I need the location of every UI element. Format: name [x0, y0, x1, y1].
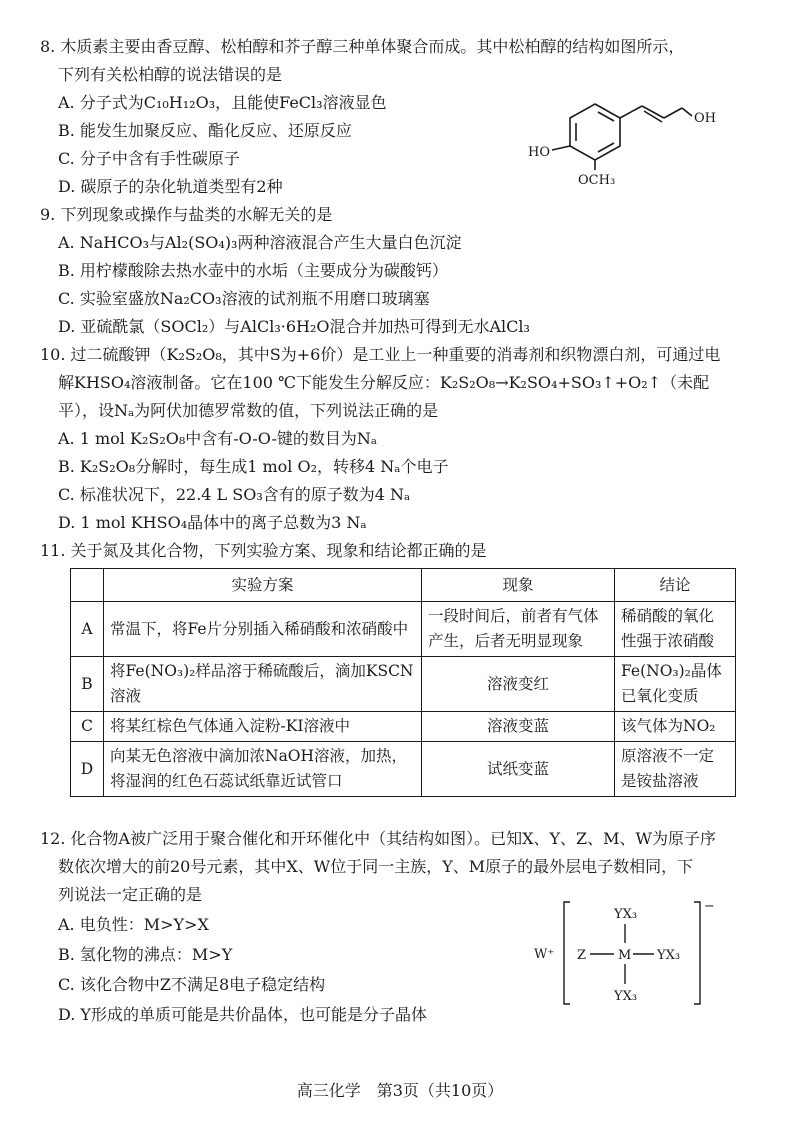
struct-z-label: Z	[577, 948, 587, 963]
q8-stem-line2: 下列有关松柏醇的说法错误的是	[58, 65, 283, 84]
struct-yx3-right-label: YX₃	[657, 948, 681, 963]
row-phenomenon: 一段时间后，前者有气体产生，后者无明显现象	[422, 602, 615, 657]
row-phenomenon: 试纸变蓝	[422, 742, 615, 797]
row-phenomenon: 溶液变蓝	[422, 712, 615, 742]
q10-stem-line3: 平），设Nₐ为阿伏加德罗常数的值，下列说法正确的是	[58, 401, 439, 420]
table-header-phenomenon: 现象	[422, 569, 615, 602]
side-chain-bond	[620, 106, 642, 118]
page-footer: 高三化学 第3页（共10页）	[296, 1081, 504, 1100]
table-row	[71, 657, 736, 712]
table-header-key	[71, 569, 104, 602]
q9-option-d: D. 亚硫酰氯（SOCl₂）与AlCl₃·6H₂O混合并加热可得到无水AlCl₃	[58, 317, 530, 336]
q12-stem-line3: 列说法一定正确的是	[58, 885, 203, 904]
row-conclusion: 稀硝酸的氧化性强于浓硝酸	[615, 602, 736, 657]
row-conclusion: 该气体为NO₂	[615, 712, 736, 742]
row-plan: 将Fe(NO₃)₂样品溶于稀硫酸后，滴加KSCN溶液	[104, 657, 422, 712]
q11-stem: 11. 关于氮及其化合物，下列实验方案、现象和结论都正确的是	[40, 541, 487, 560]
q8-option-a: A. 分子式为C₁₀H₁₂O₃，且能使FeCl₃溶液显色	[58, 93, 387, 112]
q12-option-c: C. 该化合物中Z不满足8电子稳定结构	[58, 975, 326, 994]
q9-option-b: B. 用柠檬酸除去热水壶中的水垢（主要成分为碳酸钙）	[58, 261, 448, 280]
left-bracket	[564, 902, 570, 1004]
row-conclusion: Fe(NO₃)₂晶体已氧化变质	[615, 657, 736, 712]
table-header-row	[71, 569, 736, 602]
q10-option-a: A. 1 mol K₂S₂O₈中含有-O-O-键的数目为Nₐ	[58, 429, 378, 448]
q9-option-a: A. NaHCO₃与Al₂(SO₄)₃两种溶液混合产生大量白色沉淀	[58, 233, 462, 252]
row-plan: 向某无色溶液中滴加浓NaOH溶液，加热，将湿润的红色石蕊试纸靠近试管口	[104, 742, 422, 797]
struct-och3-label: OCH₃	[578, 173, 616, 187]
table-row	[71, 712, 736, 742]
table-header-plan: 实验方案	[104, 569, 422, 602]
q8-option-d: D. 碳原子的杂化轨道类型有2种	[58, 177, 283, 196]
row-key: B	[71, 657, 104, 712]
table-row	[71, 742, 736, 797]
q12-option-d: D. Y形成的单质可能是共价晶体，也可能是分子晶体	[58, 1005, 427, 1024]
struct-charge-label: −	[704, 899, 715, 914]
coniferyl-alcohol-structure	[520, 92, 720, 187]
q9-stem: 9. 下列现象或操作与盐类的水解无关的是	[40, 205, 333, 224]
struct-oh-label: OH	[694, 111, 716, 126]
q10-option-b: B. K₂S₂O₈分解时，每生成1 mol O₂，转移4 Nₐ个电子	[58, 457, 449, 476]
compound-a-structure	[530, 896, 730, 1011]
struct-w-label: W⁺	[534, 947, 555, 962]
q10-stem-line2: 解KHSO₄溶液制备。它在100 ℃下能发生分解反应：K₂S₂O₈→K₂SO₄+SO₃↑+O₂↑（未配	[58, 373, 710, 392]
row-plan: 将某红棕色气体通入淀粉-KI溶液中	[104, 712, 422, 742]
row-plan: 常温下，将Fe片分别插入稀硝酸和浓硝酸中	[104, 602, 422, 657]
side-chain-bond	[682, 108, 692, 116]
q8-stem-line1: 8. 木质素主要由香豆醇、松柏醇和芥子醇三种单体聚合而成。其中松柏醇的结构如图所示，	[40, 37, 685, 56]
row-key: C	[71, 712, 104, 742]
table-row	[71, 602, 736, 657]
benzene-ring	[570, 104, 620, 160]
struct-yx3-top-label: YX₃	[614, 907, 638, 922]
q10-stem-line1: 10. 过二硫酸钾（K₂S₂O₈，其中S为+6价）是工业上一种重要的消毒剂和织物漂白剂，可通过电	[40, 345, 721, 364]
table-header-conclusion: 结论	[615, 569, 736, 602]
row-key: A	[71, 602, 104, 657]
q8-option-c: C. 分子中含有手性碳原子	[58, 149, 240, 168]
row-phenomenon: 溶液变红	[422, 657, 615, 712]
q12-option-a: A. 电负性：M>Y>X	[58, 915, 209, 934]
q12-option-b: B. 氢化物的沸点：M>Y	[58, 945, 233, 964]
q12-stem-line1: 12. 化合物A被广泛用于聚合催化和开环催化中（其结构如图）。已知X、Y、Z、M、W为原子序	[40, 829, 716, 848]
q10-option-d: D. 1 mol KHSO₄晶体中的离子总数为3 Nₐ	[58, 513, 367, 532]
q12-stem-line2: 数依次增大的前20号元素，其中X、W位于同一主族，Y、M原子的最外层电子数相同，下	[58, 857, 694, 876]
row-key: D	[71, 742, 104, 797]
struct-ho-label: HO	[528, 145, 550, 160]
row-conclusion: 原溶液不一定是铵盐溶液	[615, 742, 736, 797]
q10-option-c: C. 标准状况下，22.4 L SO₃含有的原子数为4 Nₐ	[58, 485, 411, 504]
struct-yx3-bottom-label: YX₃	[614, 989, 638, 1004]
side-chain-bond	[664, 108, 682, 118]
q8-option-b: B. 能发生加聚反应、酯化反应、还原反应	[58, 121, 352, 140]
ho-bond	[552, 146, 570, 150]
experiment-table	[70, 568, 736, 797]
q9-option-c: C. 实验室盛放Na₂CO₃溶液的试剂瓶不用磨口玻璃塞	[58, 289, 430, 308]
struct-m-label: M	[618, 948, 632, 963]
right-bracket	[694, 902, 700, 1004]
